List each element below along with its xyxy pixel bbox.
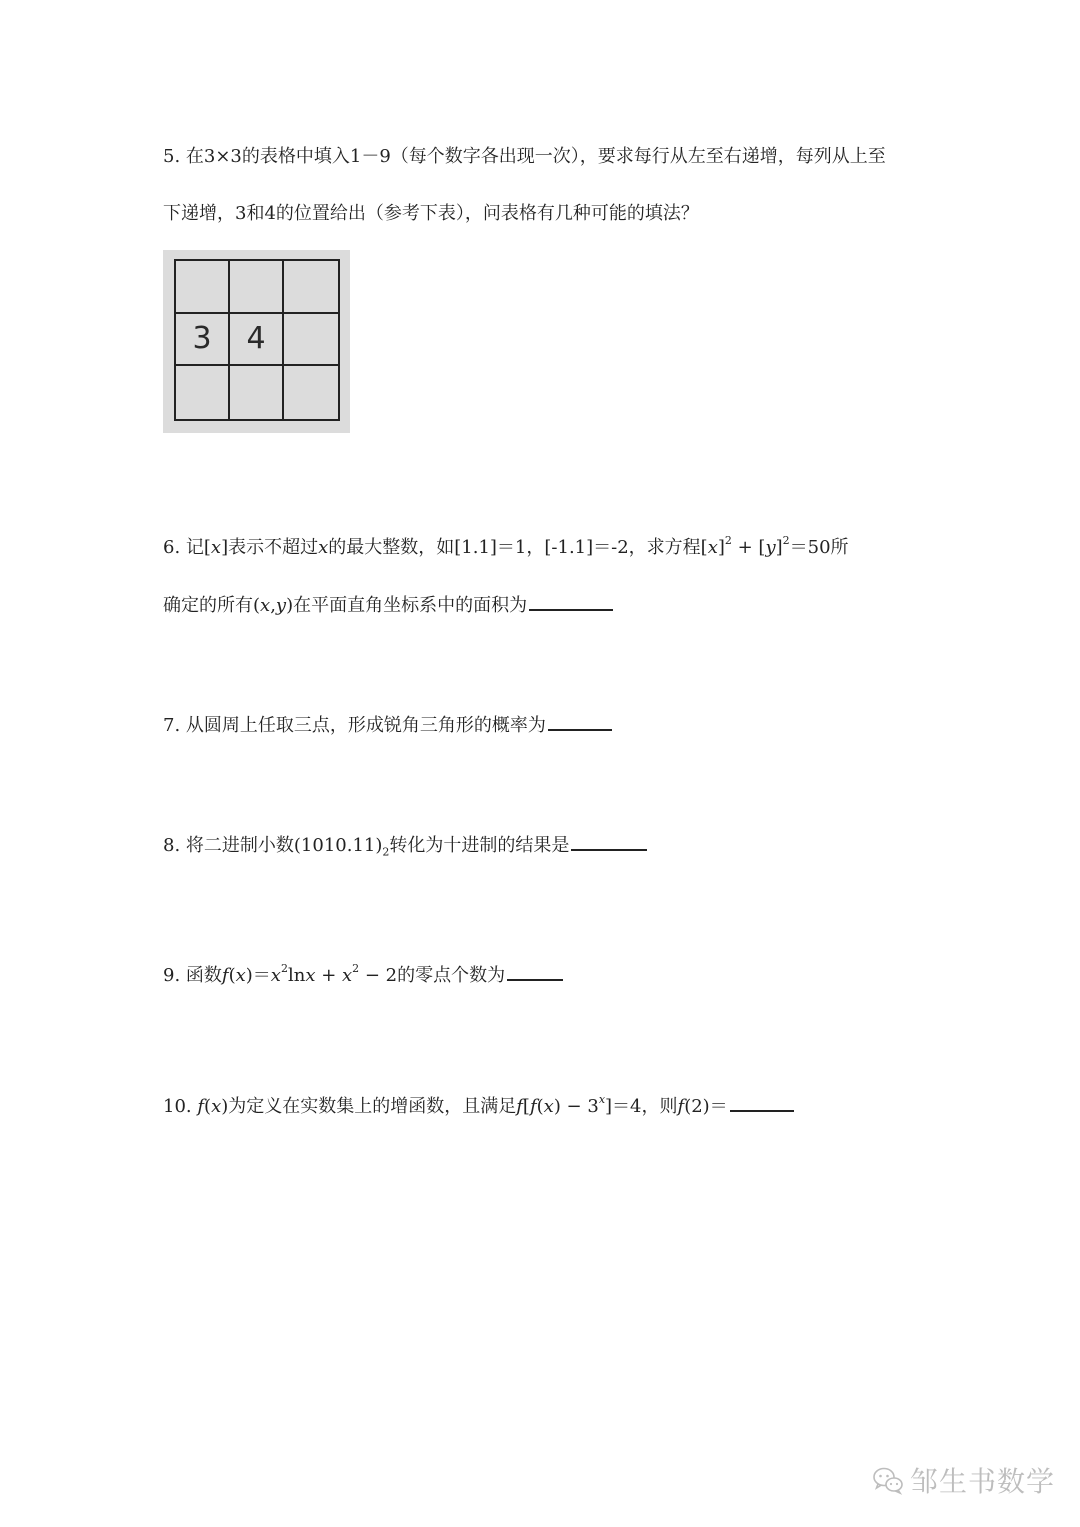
q9-text: ( xyxy=(228,965,236,986)
q10-text: ( xyxy=(536,1096,544,1117)
answer-blank[interactable] xyxy=(730,1090,794,1112)
grid-cell xyxy=(284,366,338,419)
q10-text: (2)＝ xyxy=(684,1096,728,1117)
wechat-icon xyxy=(872,1465,904,1495)
q10-text: [ xyxy=(522,1096,530,1117)
q9-line xyxy=(163,958,563,989)
q6-text: ] xyxy=(775,537,783,558)
q7-line xyxy=(163,709,612,739)
q9-text: + xyxy=(315,965,342,986)
q8-line xyxy=(163,829,647,866)
q10-var: x xyxy=(598,1093,606,1106)
q10-var: f xyxy=(677,1096,685,1117)
answer-blank[interactable] xyxy=(507,959,563,981)
q9-var: x xyxy=(342,965,353,986)
q10-var: x xyxy=(211,1096,222,1117)
q6-var: x xyxy=(318,537,329,558)
grid-photo xyxy=(163,250,350,433)
q6-text: 6. 记[ xyxy=(163,537,211,558)
q10-text: )为定义在实数集上的增函数，且满足 xyxy=(221,1096,517,1117)
grid-cell xyxy=(230,366,284,419)
grid-cell: 3 xyxy=(176,314,230,367)
q10-text: ) − 3 xyxy=(553,1096,599,1117)
q5-line2: 下递增，3和4的位置给出（参考下表），问表格有几种可能的填法？ xyxy=(163,203,699,224)
q6-text: ] xyxy=(717,537,725,558)
q6-text: 的最大整数，如[1.1]＝1，[-1.1]＝-2，求方程[ xyxy=(328,537,708,558)
q6-var: x xyxy=(210,537,222,558)
q6-var: x xyxy=(707,537,718,558)
q6-text: + [ xyxy=(731,537,766,558)
grid-cell xyxy=(176,261,230,314)
q9-exponent: 2 xyxy=(352,962,360,975)
answer-blank[interactable] xyxy=(529,589,613,611)
q6-line1 xyxy=(163,530,849,561)
grid-cell xyxy=(284,261,338,314)
q6-text: )在平面直角坐标系中的面积为 xyxy=(286,595,528,616)
grid-table xyxy=(174,259,340,421)
q10-var: f xyxy=(516,1096,523,1117)
answer-blank[interactable] xyxy=(571,829,647,851)
q6-text: , xyxy=(270,595,276,616)
answer-blank[interactable] xyxy=(548,709,612,731)
q6-text: 确定的所有( xyxy=(163,595,261,616)
q9-var: x xyxy=(305,965,316,986)
grid-cell xyxy=(284,314,338,367)
q10-var: f xyxy=(529,1096,537,1117)
q9-text: 9. 函数 xyxy=(163,965,222,986)
q6-var: y xyxy=(275,595,287,616)
q6-text: ]表示不超过 xyxy=(221,537,319,558)
watermark-text: 邹生书数学 xyxy=(910,1465,1056,1498)
q9-text: ln xyxy=(287,965,306,986)
q8-text: 转化为十进制的结果是 xyxy=(389,835,570,856)
q6-var: x xyxy=(260,595,271,616)
grid-cell: 4 xyxy=(230,314,284,367)
q10-line xyxy=(163,1089,794,1120)
q8-text: 8. 将二进制小数(1010.11) xyxy=(163,835,383,856)
q10-exponent xyxy=(599,1093,605,1106)
q9-text: )＝ xyxy=(245,965,271,986)
q10-text: ( xyxy=(204,1096,212,1117)
q10-text: ]＝4，则 xyxy=(605,1096,678,1117)
grid-cell xyxy=(230,261,284,314)
q9-exponent: 2 xyxy=(280,962,288,975)
grid-cell xyxy=(176,366,230,419)
q6-exponent: 2 xyxy=(724,534,732,547)
q9-var: x xyxy=(235,965,246,986)
q9-var: f xyxy=(221,965,229,986)
q6-exponent: 2 xyxy=(782,534,790,547)
q5-line1: 5. 在3×3的表格中填入1－9（每个数字各出现一次），要求每行从左至右递增，每列从上至 xyxy=(163,146,886,167)
watermark xyxy=(872,1460,1055,1500)
q6-var: y xyxy=(765,537,776,558)
q10-text: 10. xyxy=(163,1096,198,1117)
q7-text: 7. 从圆周上任取三点，形成锐角三角形的概率为 xyxy=(163,715,546,736)
q8-subscript: 2 xyxy=(382,845,390,859)
q10-var: f xyxy=(197,1096,205,1117)
q10-var: x xyxy=(543,1096,554,1117)
q9-var: x xyxy=(270,965,281,986)
q9-text: − 2的零点个数为 xyxy=(359,965,506,986)
q6-line2 xyxy=(163,589,613,619)
q6-text: ＝50所 xyxy=(789,537,849,558)
